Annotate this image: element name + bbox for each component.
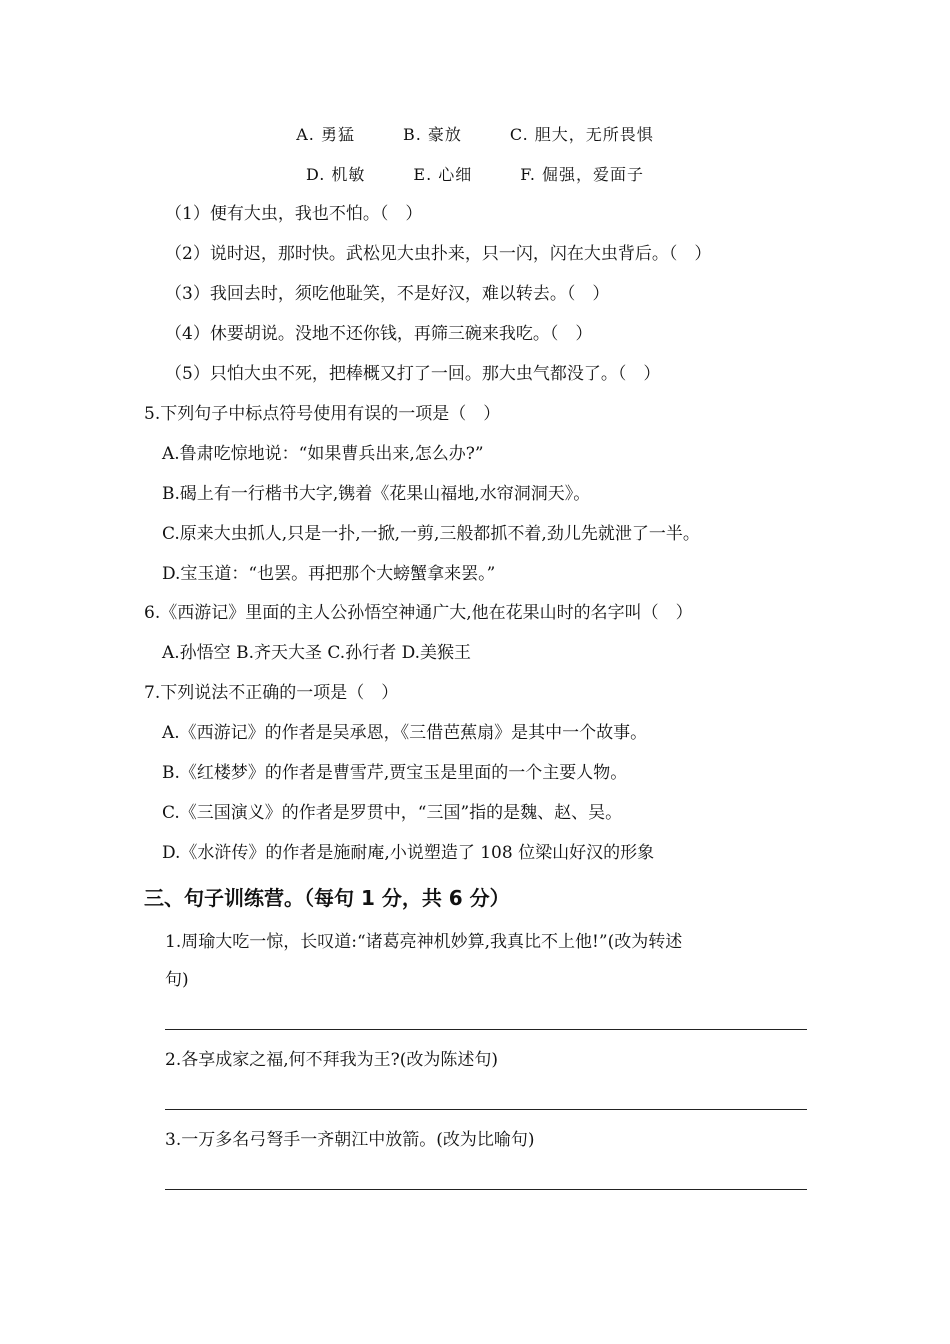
q7-stem: 7.下列说法不正确的一项是（ ） — [144, 683, 399, 703]
q6-stem: 6.《西游记》里面的主人公孙悟空神通广大,他在花果山时的名字叫（ ） — [144, 603, 693, 623]
s3-q1-line1: 1.周瑜大吃一惊，长叹道:“诸葛亮神机妙算,我真比不上他!”(改为转述 — [165, 932, 683, 952]
s3-q2: 2.各享成家之福,何不拜我为王?(改为陈述句) — [165, 1050, 499, 1070]
q4-item-2: （2）说时迟，那时快。武松见大虫扑来，只一闪，闪在大虫背后。（ ） — [165, 244, 712, 264]
option-c: C. 胆大，无所畏惧 — [509, 125, 654, 144]
q5-choice-c: C.原来大虫抓人,只是一扑,一掀,一剪,三般都抓不着,劲儿先就泄了一半。 — [162, 524, 700, 544]
q4-item-1: （1）便有大虫，我也不怕。（ ） — [165, 204, 423, 224]
q5-stem: 5.下列句子中标点符号使用有误的一项是（ ） — [144, 404, 501, 424]
option-f: F. 倔强，爱面子 — [520, 165, 645, 184]
q7-choice-d: D.《水浒传》的作者是施耐庵,小说塑造了 108 位梁山好汉的形象 — [162, 843, 655, 863]
q4-item-5: （5）只怕大虫不死，把棒概又打了一回。那大虫气都没了。（ ） — [165, 364, 661, 384]
option-a: A. 勇猛 — [296, 125, 355, 144]
q5-choice-d: D.宝玉道：“也罢。再把那个大螃蟹拿来罢。” — [162, 564, 496, 584]
q5-choice-b: B.碣上有一行楷书大字,镌着《花果山福地,水帘洞洞天》。 — [162, 484, 591, 504]
q7-choice-b: B.《红楼梦》的作者是曹雪芹,贾宝玉是里面的一个主要人物。 — [162, 763, 628, 783]
options-row-2 — [0, 163, 950, 187]
q6-choices: A.孙悟空 B.齐天大圣 C.孙行者 D.美猴王 — [162, 643, 472, 663]
q7-choice-c: C.《三国演义》的作者是罗贯中，“三国”指的是魏、赵、吴。 — [162, 803, 623, 823]
q4-item-3: （3）我回去时，须吃他耻笑，不是好汉，难以转去。（ ） — [165, 284, 610, 304]
q7-choice-a: A.《西游记》的作者是吴承恩，《三借芭蕉扇》是其中一个故事。 — [162, 723, 648, 743]
options-row-1 — [0, 123, 950, 147]
option-b: B. 豪放 — [402, 125, 462, 144]
q5-choice-a: A.鲁肃吃惊地说：“如果曹兵出来,怎么办?” — [162, 444, 484, 464]
section-3-title: 三、句子训练营。（每句 1 分，共 6 分） — [144, 886, 510, 910]
option-e: E. 心细 — [413, 165, 473, 184]
answer-line-2[interactable] — [165, 1109, 807, 1110]
option-d: D. 机敏 — [305, 165, 366, 184]
q4-item-4: （4）休要胡说。没地不还你钱，再筛三碗来我吃。（ ） — [165, 324, 593, 344]
answer-line-1[interactable] — [165, 1029, 807, 1030]
s3-q1-line2: 句) — [165, 970, 189, 990]
answer-line-3[interactable] — [165, 1189, 807, 1190]
s3-q3: 3.一万多名弓弩手一齐朝江中放箭。(改为比喻句) — [165, 1130, 535, 1150]
